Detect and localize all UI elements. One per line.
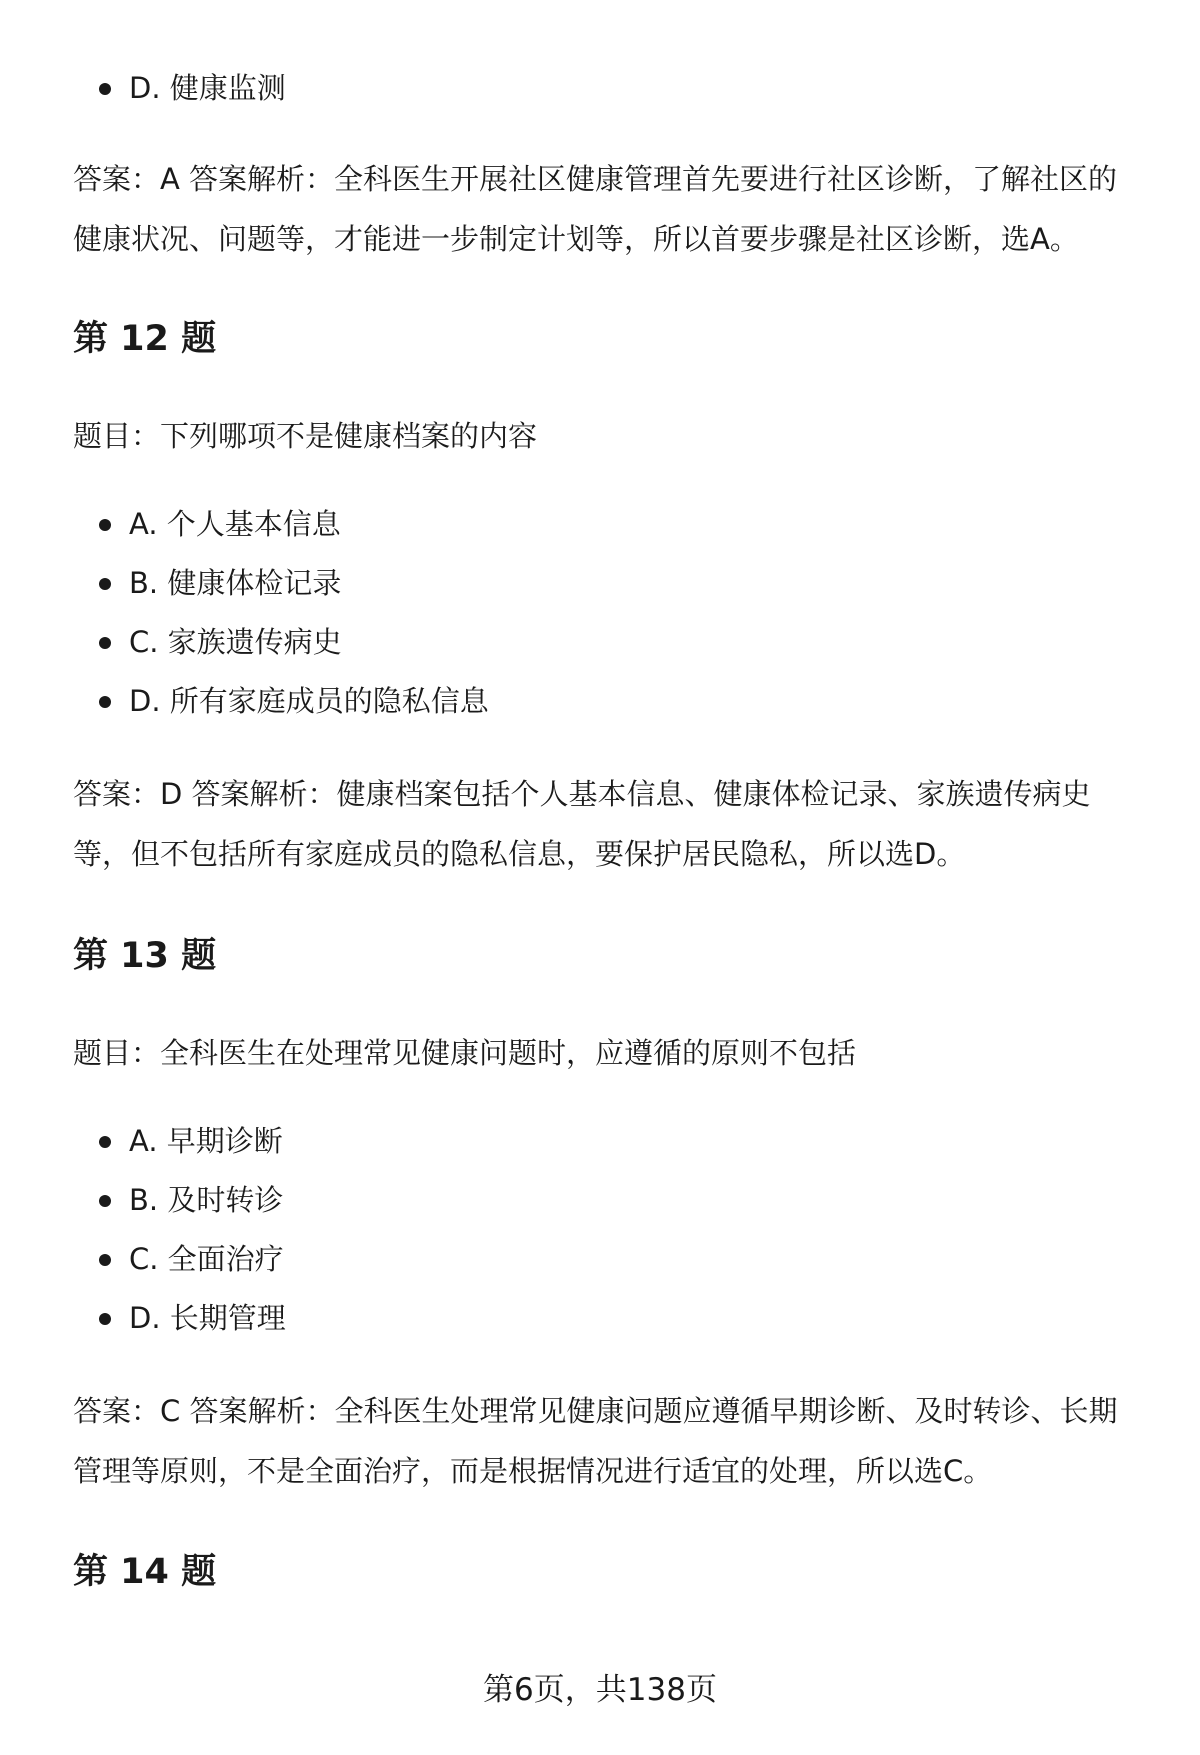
q12-options — [73, 495, 489, 731]
q13-option-d: D. 长期管理 — [73, 1289, 286, 1348]
page-indicator: 第6页，共138页 — [483, 1672, 717, 1708]
q12-heading: 第 12 题 — [73, 319, 217, 359]
q12-option-a: A. 个人基本信息 — [73, 495, 489, 554]
q13-option-c: C. 全面治疗 — [73, 1230, 286, 1289]
q11-answer: 答案：A 答案解析：全科医生开展社区健康管理首先要进行社区诊断，了解社区的健康状况、问题等，才能进一步制定计划等，所以首要步骤是社区诊断，选A。 — [73, 162, 1118, 256]
q13-answer: 答案：C 答案解析：全科医生处理常见健康问题应遵循早期诊断、及时转诊、长期管理等原则，不是全面治疗，而是根据情况进行适宜的处理，所以选C。 — [73, 1394, 1118, 1488]
q13-option-b: B. 及时转诊 — [73, 1171, 286, 1230]
q12-option-c: C. 家族遗传病史 — [73, 613, 489, 672]
q13-option-a: A. 早期诊断 — [73, 1112, 286, 1171]
q11-option-d: D. 健康监测 — [73, 59, 286, 118]
q12-answer: 答案：D 答案解析：健康档案包括个人基本信息、健康体检记录、家族遗传病史等，但不包括所有家庭成员的隐私信息，要保护居民隐私，所以选D。 — [73, 777, 1091, 871]
q11-options — [73, 59, 286, 118]
q13-heading: 第 13 题 — [73, 936, 217, 976]
q13-options — [73, 1112, 286, 1348]
q12-option-d: D. 所有家庭成员的隐私信息 — [73, 672, 489, 731]
q12-option-b: B. 健康体检记录 — [73, 554, 489, 613]
q13-question: 题目：全科医生在处理常见健康问题时，应遵循的原则不包括 — [73, 1036, 857, 1070]
q14-heading: 第 14 题 — [73, 1552, 217, 1592]
q12-question: 题目：下列哪项不是健康档案的内容 — [73, 419, 538, 453]
